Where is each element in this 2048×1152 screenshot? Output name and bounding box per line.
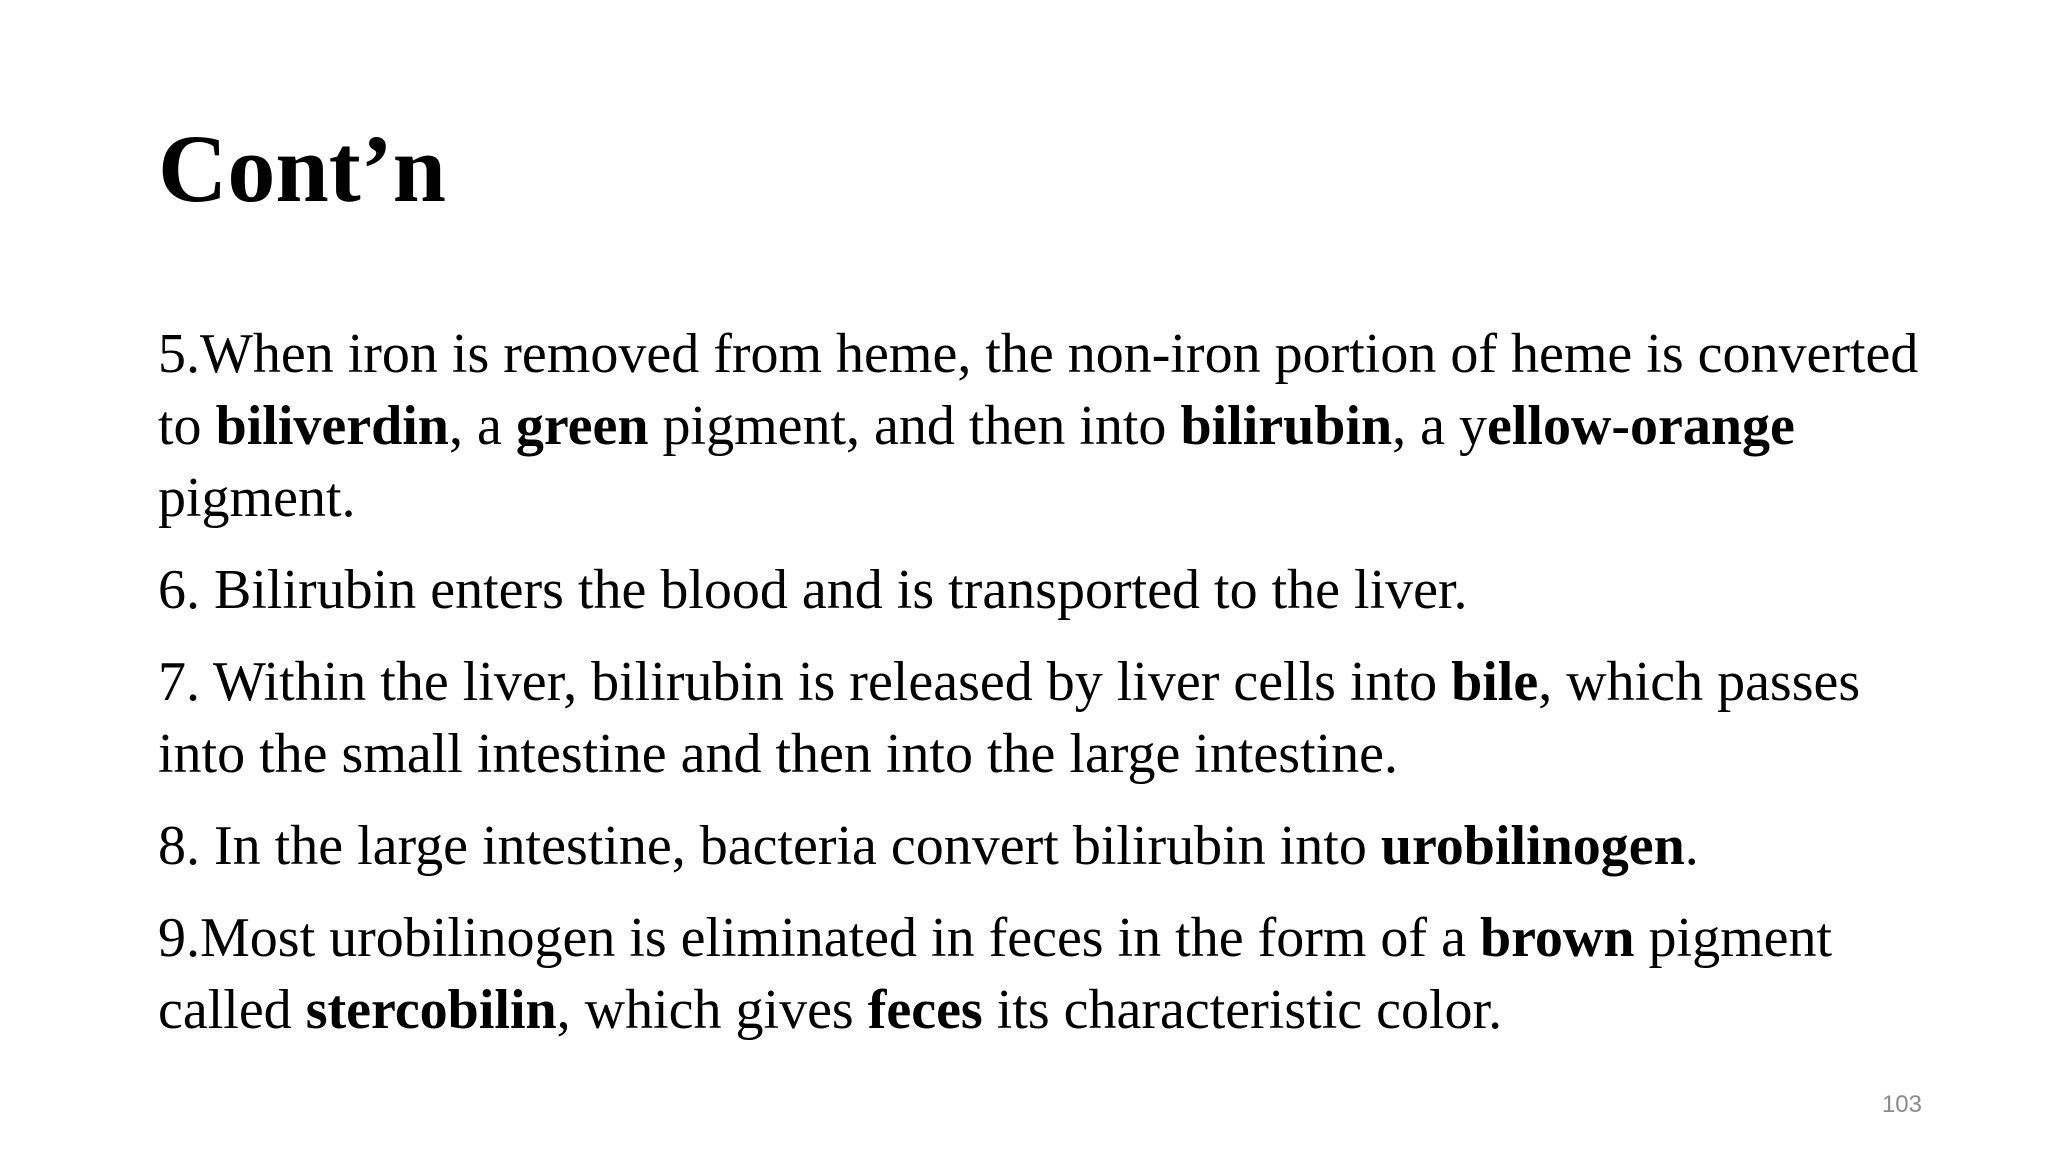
term-feces: feces: [867, 979, 983, 1041]
text-run: .: [1684, 815, 1699, 877]
text-run: 7. Within the liver, bilirubin is released by liver cells into: [158, 651, 1452, 713]
text-run: , which gives: [556, 979, 868, 1041]
paragraph-step-7: [158, 646, 1938, 790]
term-yellow-orange: ellow-orange: [1486, 395, 1795, 457]
term-stercobilin: stercobilin: [305, 979, 557, 1041]
paragraph-step-6: [158, 554, 1938, 626]
term-brown: brown: [1479, 907, 1635, 969]
term-green: green: [515, 395, 649, 457]
text-run: pigment called: [158, 907, 1833, 1041]
text-run: 9.Most urobilinogen is eliminated in feces in the form of a: [158, 907, 1480, 969]
text-run: 8. In the large intestine, bacteria convert bilirubin into: [158, 815, 1381, 877]
text-run: 5.When iron is removed from heme, the non-iron portion of heme is converted to: [158, 323, 1919, 457]
text-run: its characteristic color.: [982, 979, 1503, 1041]
text-run: pigment, and then into: [648, 395, 1181, 457]
term-bilirubin: bilirubin: [1180, 395, 1393, 457]
paragraph-step-5: [158, 318, 1938, 534]
text-run: , a: [448, 395, 516, 457]
text-run: , which passes into the small intestine and then into the large intestine.: [158, 651, 1861, 785]
text-run: pigment.: [158, 467, 356, 529]
page-number: 103: [1881, 1091, 1922, 1118]
text-run: , a y: [1392, 395, 1487, 457]
slide-body: [158, 318, 1938, 1066]
paragraph-step-9: [158, 902, 1938, 1046]
term-urobilinogen: urobilinogen: [1380, 815, 1685, 877]
text-run: 6. Bilirubin enters the blood and is transported to the liver.: [158, 559, 1468, 621]
paragraph-step-8: [158, 810, 1938, 882]
term-bile: bile: [1451, 651, 1539, 713]
slide-title: Cont’n: [158, 115, 447, 222]
term-biliverdin: biliverdin: [215, 395, 449, 457]
